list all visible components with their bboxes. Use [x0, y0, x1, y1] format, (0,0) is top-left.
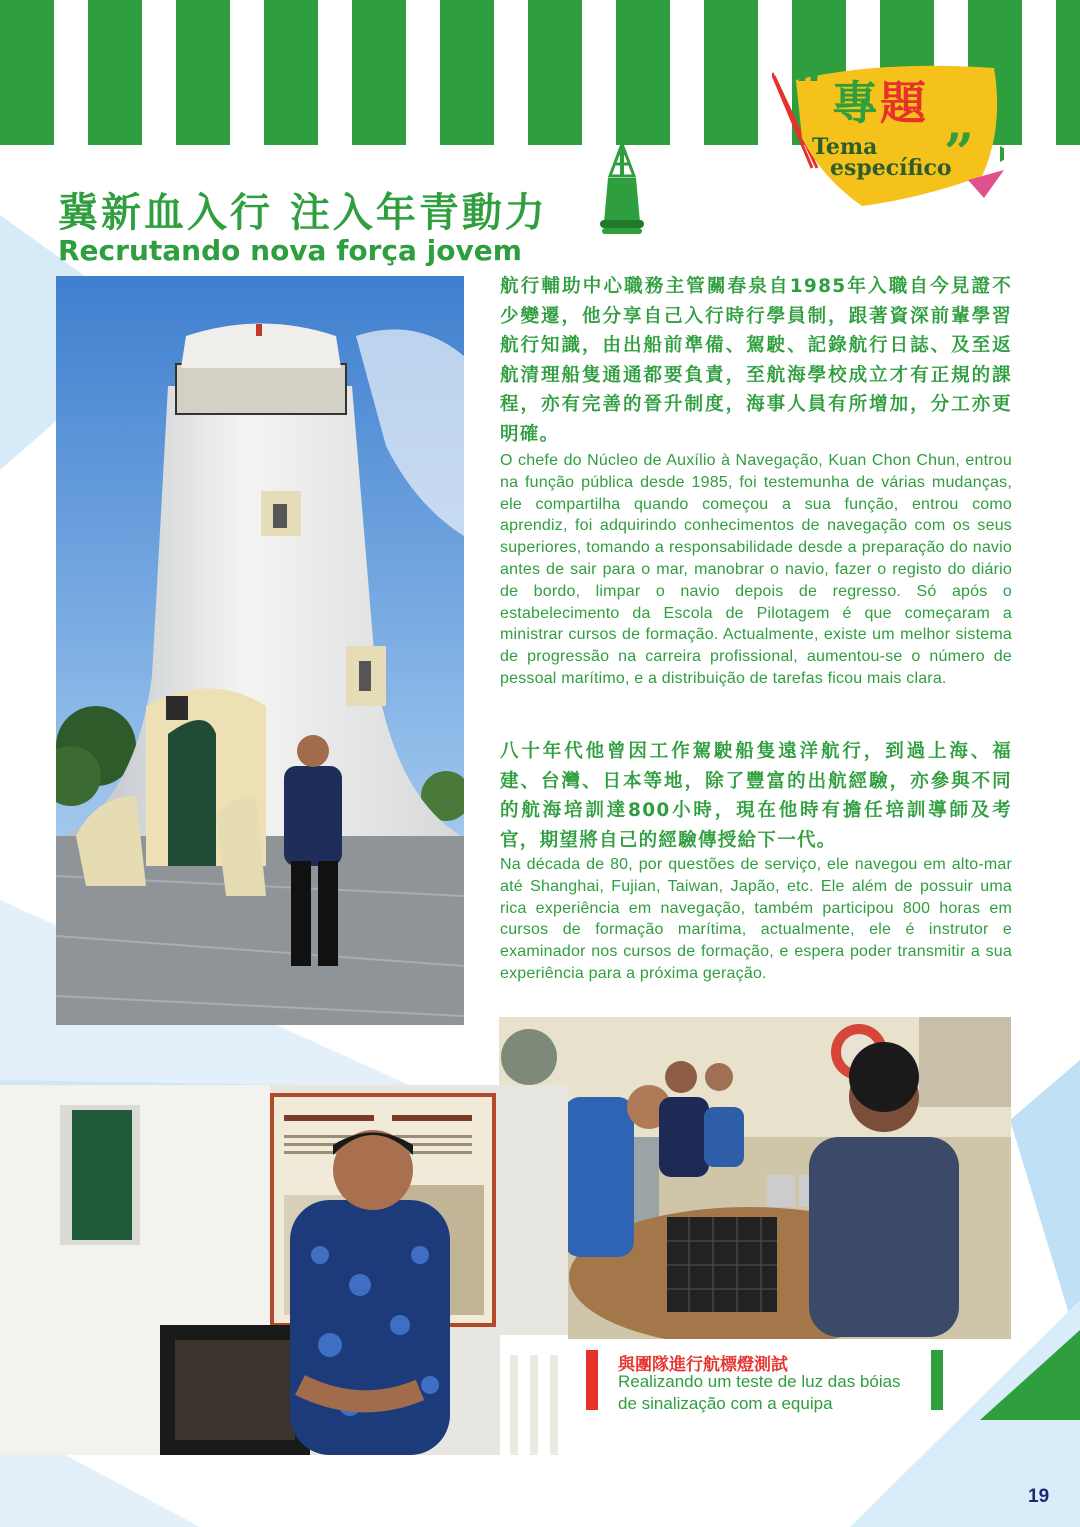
- caption-bar-green: [931, 1350, 943, 1410]
- badge-subtitle-line1: Tema: [812, 134, 878, 160]
- badge-char-2: 題: [880, 76, 928, 130]
- body-para-zh-2: 八十年代他曾因工作駕駛船隻遠洋航行，到過上海、福建、台灣、日本等地，除了豐富的出航經驗，亦參與不同的航海培訓達800小時，現在他時有擔任培訓導師及考官，期望將自己的經驗傳授給下一代。: [500, 741, 1012, 851]
- caption-pt-line2: de sinalização com a equipa: [618, 1394, 833, 1413]
- body-para-pt-2: Na década de 80, por questões de serviço, ele navegou em alto-mar até Shanghai, Fujian, Taiwan, Japão, etc. Ele além de possuir uma rica experiência em navegação, também participou 800 horas em cursos de formação marítima, actualmente, ele é instrutor e examinador nos cursos de formação, e espera poder transmitir a sua experiência para a próxima geração.: [500, 856, 1012, 982]
- lighthouse-photo: [56, 276, 464, 1025]
- badge-open-quote: “: [795, 57, 825, 118]
- badge-title-cn: [832, 76, 928, 130]
- article-title-cn: 冀新血入行 注入年青動力: [58, 190, 548, 236]
- buoy-icon: [600, 130, 644, 234]
- badge-char-1: 專: [832, 76, 880, 130]
- caption-bar-red: [586, 1350, 598, 1410]
- caption-pt-line1: Realizando um teste de luz das bóias: [618, 1372, 901, 1391]
- body-para-pt-1: O chefe do Núcleo de Auxílio à Navegação, Kuan Chon Chun, entrou na função pública desde 1985, foi testemunha de várias mudanças, ele compartilha quando começou a sua função, entrou como aprendiz, foi adquirindo conhecimentos de navegação com os seus superiores, tomando a responsabilidade desde a preparação do navio antes de sair para o mar, manobrar o navio, fazer o registo do diário de bordo, limpar o navio depois de regresso. Só após o estabelecimento da Escola de Pilotagem é que começaram a ministrar cursos de formação. Actualmente, existe um melhor sistema de progressão na carreira profissional, aumentou-se o número de pessoal marítimo, e a distribuição de tarefas ficou mais clara.: [500, 452, 1012, 687]
- article-title-pt: Recrutando nova força jovem: [58, 234, 522, 267]
- body-para-zh-1: 航行輔助中心職務主管關春泉自1985年入職自今見證不少變遷，他分享自己入行時行學員制，跟著資深前輩學習航行知識，由出船前準備、駕駛、記錄航行日誌、及至返航清理船隻通通都要負責，至航海學校成立才有正規的課程，亦有完善的晉升制度，海事人員有所增加，分工亦更明確。: [500, 276, 1012, 445]
- team-testing-photo: [499, 1017, 1011, 1339]
- portrait-photo: [0, 1085, 568, 1455]
- badge-close-quote: ”: [944, 123, 974, 184]
- badge-subtitle-line2: específico: [830, 155, 952, 181]
- caption-cn: 與團隊進行航標燈測試: [618, 1355, 788, 1375]
- page-number: 19: [1028, 1486, 1050, 1507]
